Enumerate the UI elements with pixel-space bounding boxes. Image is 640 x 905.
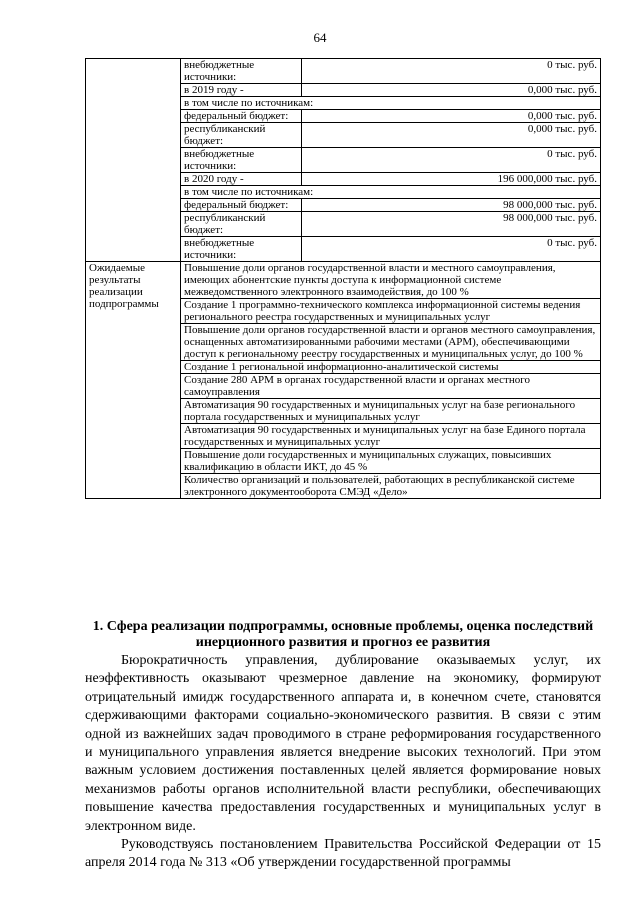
paragraph: Руководствуясь постановлением Правительства Российской Федерации от 15 апреля 2014 года № 313 «Об утверждении государственной программы [85, 837, 601, 871]
funding-amount: 0 тыс. руб. [302, 148, 601, 173]
funding-source: федеральный бюджет: [181, 110, 302, 123]
result-item: Создание 1 региональной информационно-аналитической системы [181, 361, 601, 374]
funding-amount: 98 000,000 тыс. руб. [302, 199, 601, 212]
row-label-empty [86, 59, 181, 262]
result-item: Повышение доли органов государственной власти и местного самоуправления, имеющих абонентские пункты доступа к информационной системе межведомственного электронного взаимодействия, до 100 % [181, 262, 601, 299]
funding-source: республиканский бюджет: [181, 212, 302, 237]
table-row [86, 262, 601, 299]
funding-source: внебюджетные источники: [181, 59, 302, 84]
funding-subheader: в том числе по источникам: [181, 186, 601, 199]
results-label: Ожидаемые результаты реализации подпрограммы [86, 262, 181, 499]
funding-source: в 2019 году - [181, 84, 302, 97]
funding-amount: 0 тыс. руб. [302, 237, 601, 262]
result-item: Повышение доли органов государственной власти и органов местного самоуправления, оснащенных автоматизированными рабочими местами (АРМ), обеспечивающими доступ к региональному реестру государственных и муниципальных услуг, до 100 % [181, 324, 601, 361]
funding-source: внебюджетные источники: [181, 237, 302, 262]
funding-amount: 196 000,000 тыс. руб. [302, 173, 601, 186]
table-row [86, 59, 601, 84]
section-title: 1. Сфера реализации подпрограммы, основные проблемы, оценка последствий инерционного развития и прогноз ее развития [92, 619, 594, 650]
page-number: 64 [313, 30, 327, 45]
result-item: Повышение доли государственных и муниципальных служащих, повысивших квалификацию в области ИКТ, до 45 % [181, 449, 601, 474]
funding-source: внебюджетные источники: [181, 148, 302, 173]
result-item: Создание 280 АРМ в органах государственной власти и органах местного самоуправления [181, 374, 601, 399]
funding-subheader: в том числе по источникам: [181, 97, 601, 110]
funding-source: в 2020 году - [181, 173, 302, 186]
funding-amount: 0,000 тыс. руб. [302, 123, 601, 148]
funding-amount: 0,000 тыс. руб. [302, 110, 601, 123]
funding-amount: 98 000,000 тыс. руб. [302, 212, 601, 237]
funding-source: федеральный бюджет: [181, 199, 302, 212]
result-item: Автоматизация 90 государственных и муниципальных услуг на базе Единого портала государственных и муниципальных услуг [181, 424, 601, 449]
paragraph: Бюрократичность управления, дублирование оказываемых услуг, их неэффективность оказывают чрезмерное давление на экономику, формируют отрицательный имидж государственного аппарата и, в конечном счете, становятся сдерживающими факторами социально-экономического развития. В связи с этим одной из важнейших задач проводимого в стране реформирования государственного и муниципального управления является внедрение высоких технологий. При этом важным условием достижения поставленных целей является формирование новых механизмов работы органов исполнительной власти республики, обеспечивающих повышение качества предоставления государственных и муниципальных услуг в электронном виде. [85, 653, 601, 834]
result-item: Количество организаций и пользователей, работающих в республиканской системе электронного документооборота СМЭД «Дело» [181, 474, 601, 499]
funding-amount: 0 тыс. руб. [302, 59, 601, 84]
result-item: Создание 1 программно-технического комплекса информационной системы ведения регионального реестра государственных и муниципальных услуг [181, 299, 601, 324]
passport-table [85, 58, 601, 499]
result-item: Автоматизация 90 государственных и муниципальных услуг на базе регионального портала государственных и муниципальных услуг [181, 399, 601, 424]
funding-amount: 0,000 тыс. руб. [302, 84, 601, 97]
section-body [85, 652, 601, 873]
funding-source: республиканский бюджет: [181, 123, 302, 148]
